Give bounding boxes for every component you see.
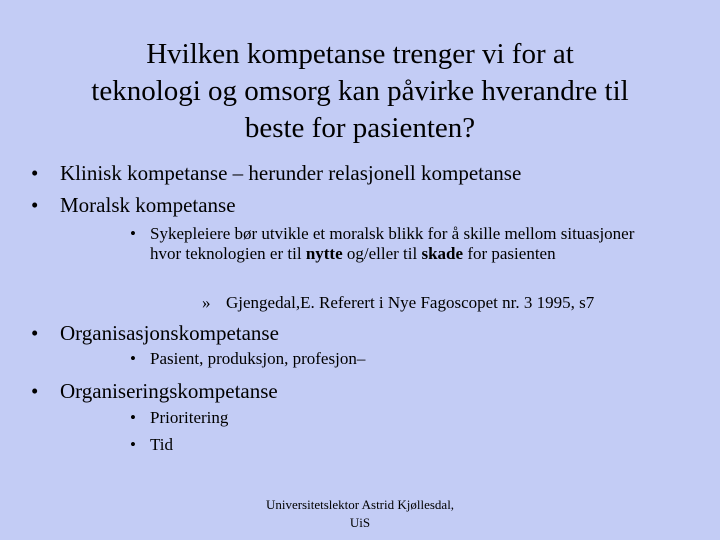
sub-bullet-text-part2: og/eller til — [342, 244, 422, 263]
sub-bullet-text-part1: Sykepleiere bør utvikle et moralsk blikk for å skille mellom situasjoner hvor teknologien er til — [150, 224, 635, 263]
sub-bullet-text-part3: for pasienten — [463, 244, 556, 263]
title-line-1: Hvilken kompetanse trenger vi for at — [146, 38, 574, 70]
bullet-text: Organiseringskompetanse — [60, 379, 278, 403]
footer-author: Universitetslektor Astrid Kjøllesdal, — [265, 497, 455, 512]
sub-bullet-text: Prioritering — [150, 408, 229, 427]
sub-bullet-marker: • — [130, 224, 136, 243]
bullet-marker: • — [31, 193, 39, 217]
bullet-text: Klinisk kompetanse – herunder relasjonell kompetanse — [60, 161, 522, 185]
footer-institution: UiS — [349, 515, 371, 530]
slide-title — [40, 36, 680, 147]
sub-bullet-marker: • — [130, 435, 136, 454]
bullet-text: Organisasjonskompetanse — [60, 321, 279, 345]
reference-line — [202, 293, 595, 313]
emphasis-skade: skade — [421, 244, 464, 263]
bullet-marker: • — [31, 379, 39, 403]
reference-text: Gjengedal,E. Referert i Nye Fagoscopet nr. 3 1995, s7 — [226, 293, 595, 312]
sub-bullet-text: Pasient, produksjon, profesjon– — [150, 349, 366, 368]
bullet-moralsk — [31, 192, 236, 218]
title-line-2: teknologi og omsorg kan påvirke hverandre til — [91, 75, 629, 107]
sub-bullet-prioritering — [130, 408, 660, 428]
bullet-marker: • — [31, 161, 39, 185]
emphasis-nytte: nytte — [305, 244, 343, 263]
slide-footer — [230, 496, 490, 532]
sub-bullet-tid — [130, 435, 660, 455]
sub-bullet-marker: • — [130, 408, 136, 427]
sub-bullet-text: Tid — [150, 435, 174, 454]
title-line-3: beste for pasienten? — [244, 112, 476, 144]
reference-marker: » — [202, 293, 211, 312]
bullet-organisering — [31, 378, 278, 404]
bullet-klinisk — [31, 160, 522, 186]
bullet-organisasjon — [31, 320, 279, 346]
bullet-marker: • — [31, 321, 39, 345]
sub-bullet-pasient — [130, 349, 660, 369]
bullet-text: Moralsk kompetanse — [60, 193, 236, 217]
sub-bullet-moral — [130, 224, 660, 264]
sub-bullet-marker: • — [130, 349, 136, 368]
